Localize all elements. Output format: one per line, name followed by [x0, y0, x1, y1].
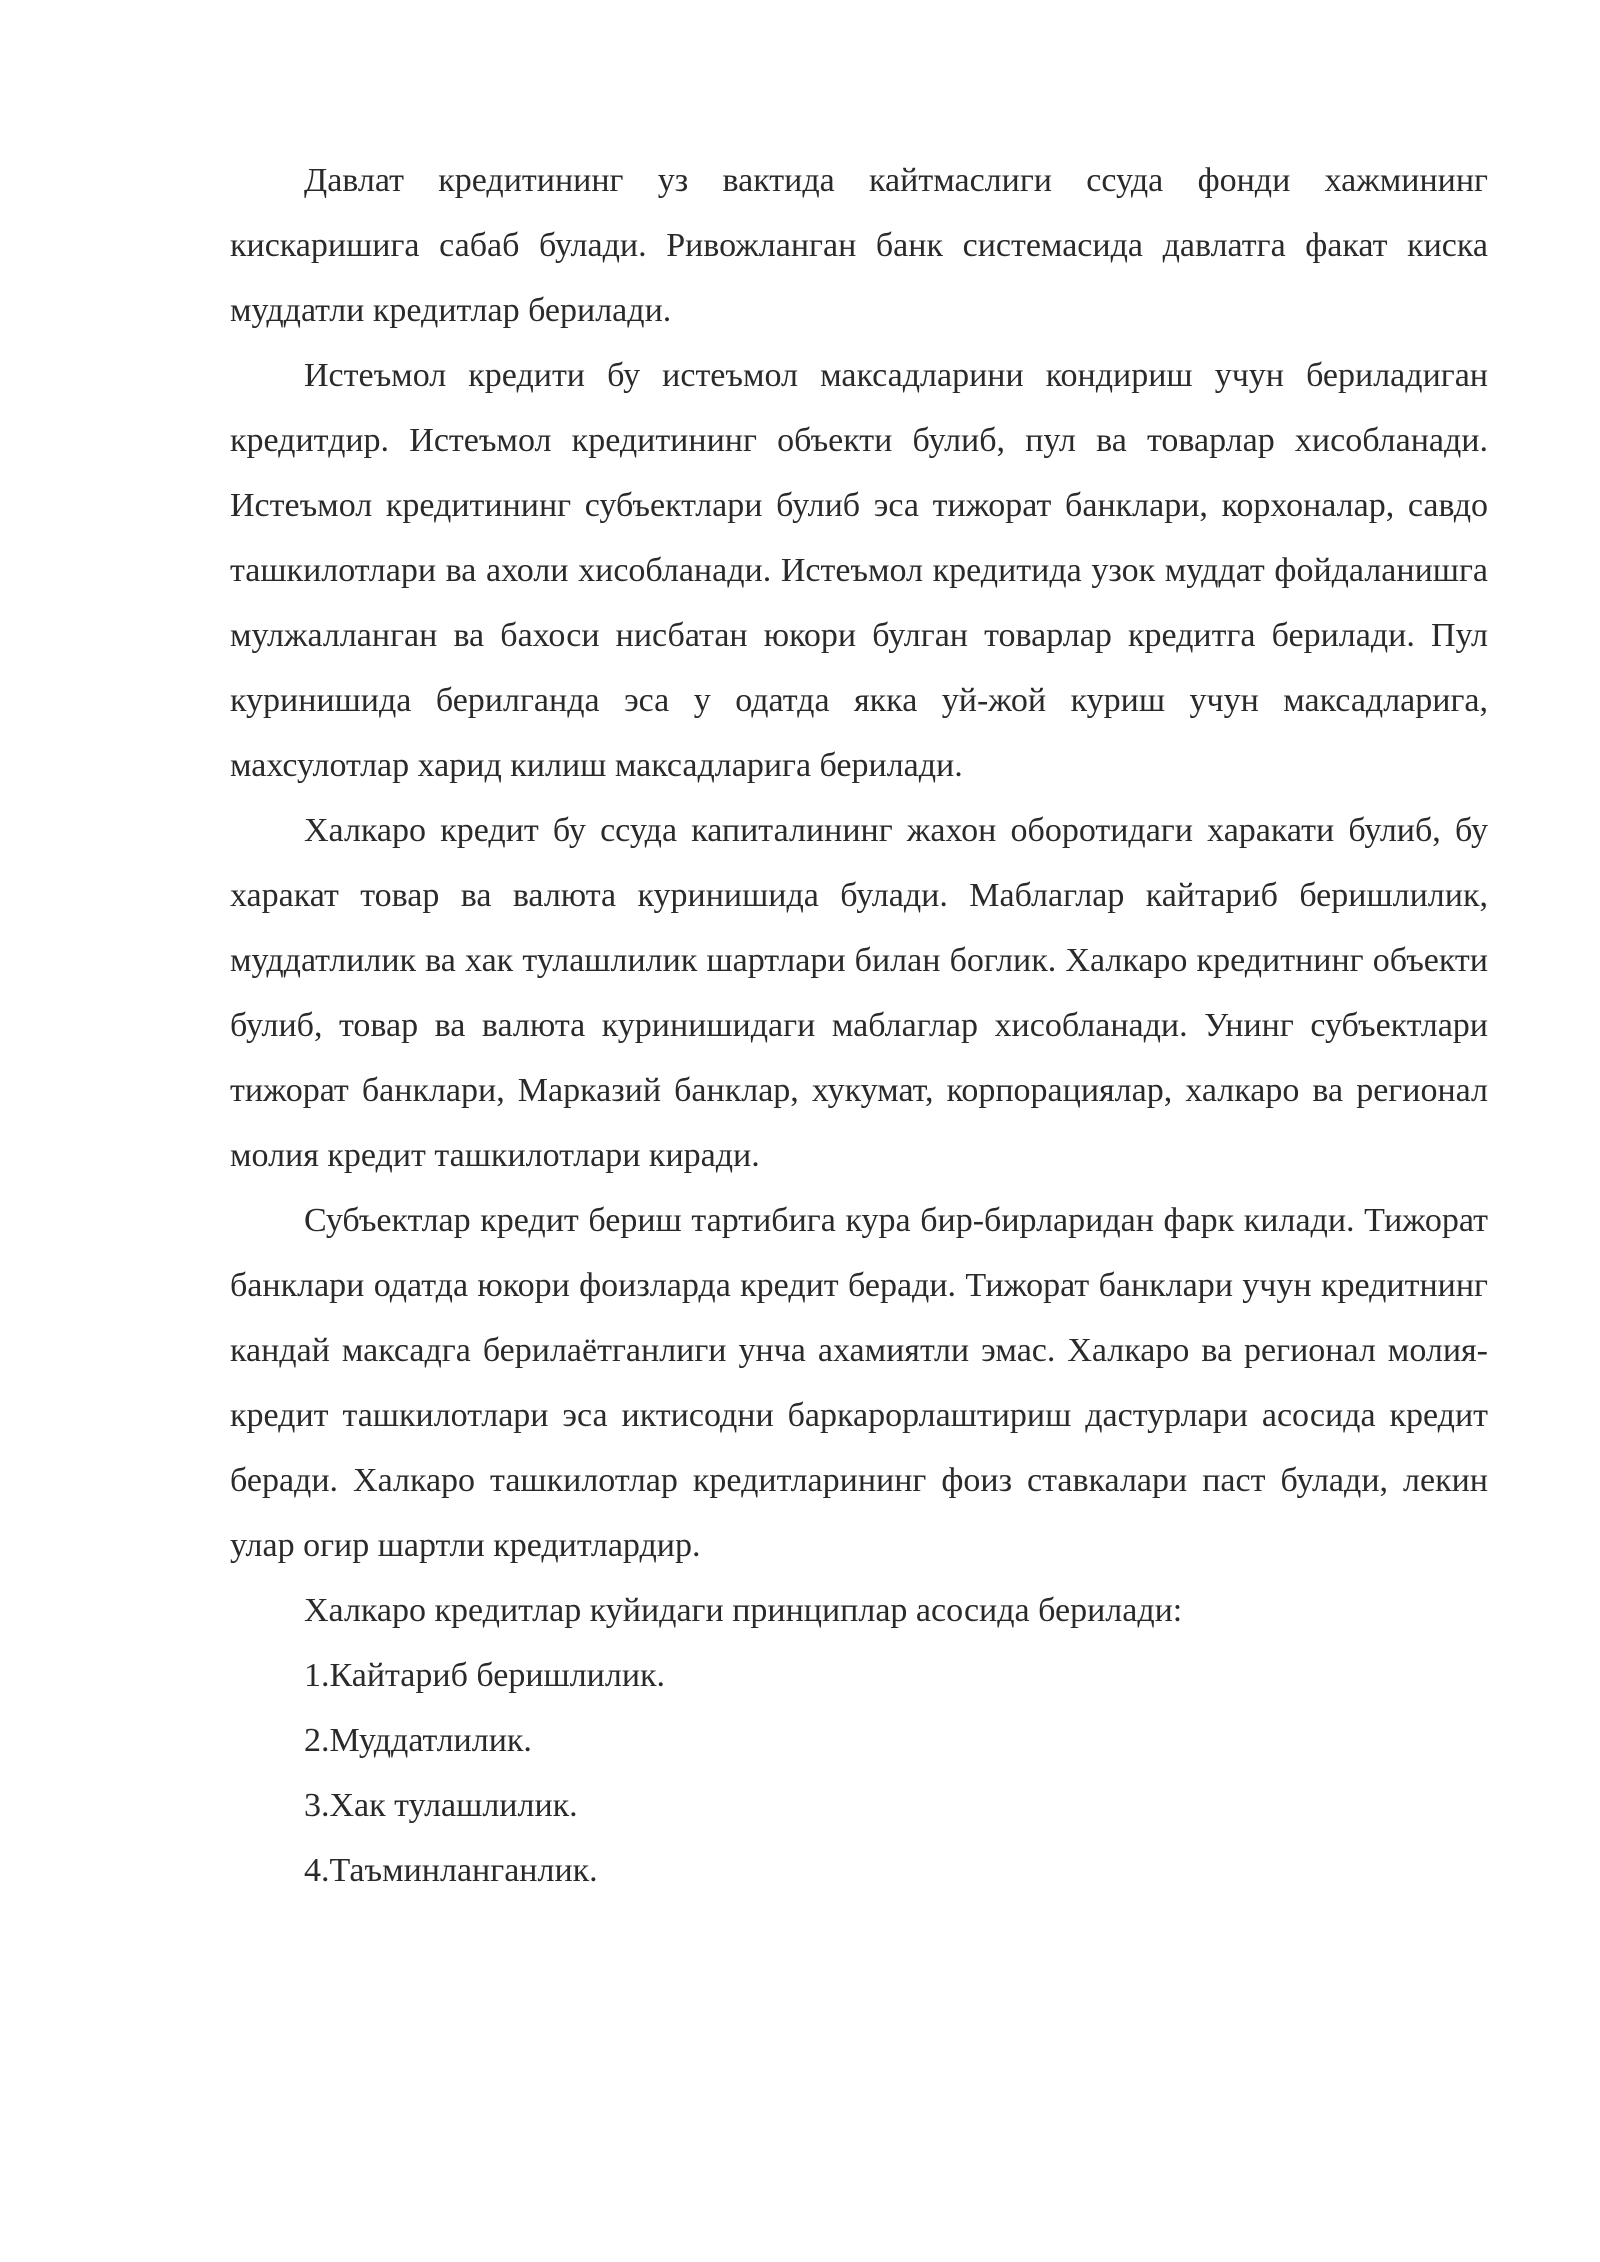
list-item-principle: 3.Хак тулашлилик. [304, 1787, 578, 1824]
paragraph-principles-intro: Халкаро кредитлар куйидаги принциплар асосида берилади: [304, 1592, 1183, 1629]
list-item-principle: 1.Кайтариб беришлилик. [304, 1657, 666, 1694]
document-body [230, 148, 1488, 1903]
paragraph-consumer-credit: Истеъмол кредити бу истеъмол максадларини кондириш учун бериладиган кредитдир. Истеъмол кредитининг объекти булиб, пул ва товарлар хисобланади. Истеъмол кредитининг субъектлари булиб эса тижорат банклари, корхоналар, савдо ташкилотлари ва ахоли хисобланади. Истеъмол кредитида узок муддат фойдаланишга мулжалланган ва бахоси нисбатан юкори булган товарлар кредитга берилади. Пул куринишида берилганда эса у одатда якка уй-жой куриш учун максадларига, махсулотлар харид килиш максадларига берилади. [230, 357, 1488, 784]
paragraph-international-credit: Халкаро кредит бу ссуда капиталининг жахон оборотидаги харакати булиб, бу харакат товар ва валюта куринишида булади. Маблаглар кайтариб беришлилик, муддатлилик ва хак тулашлилик шартлари билан боглик. Халкаро кредитнинг объекти булиб, товар ва валюта куринишидаги маблаглар хисобланади. Унинг субъектлари тижорат банклари, Марказий банклар, хукумат, корпорациялар, халкаро ва регионал молия кредит ташкилотлари киради. [230, 812, 1488, 1174]
list-item-principle: 4.Таъминланганлик. [304, 1852, 598, 1889]
list-item-principle: 2.Муддатлилик. [304, 1722, 532, 1759]
paragraph-subjects: Субъектлар кредит бериш тартибига кура бир-бирларидан фарк килади. Тижорат банклари одатда юкори фоизларда кредит беради. Тижорат банклари учун кредитнинг кандай максадга берилаётганлиги унча ахамиятли эмас. Халкаро ва регионал молия-кредит ташкилотлари эса иктисодни баркарорлаштириш дастурлари асосида кредит беради. Халкаро ташкилотлар кредитларининг фоиз ставкалари паст булади, лекин улар огир шартли кредитлардир. [230, 1202, 1488, 1564]
paragraph-state-credit: Давлат кредитининг уз вактида кайтмаслиги ссуда фонди хажмининг кискаришига сабаб булади. Ривожланган банк системасида давлатга факат киска муддатли кредитлар берилади. [230, 162, 1488, 329]
